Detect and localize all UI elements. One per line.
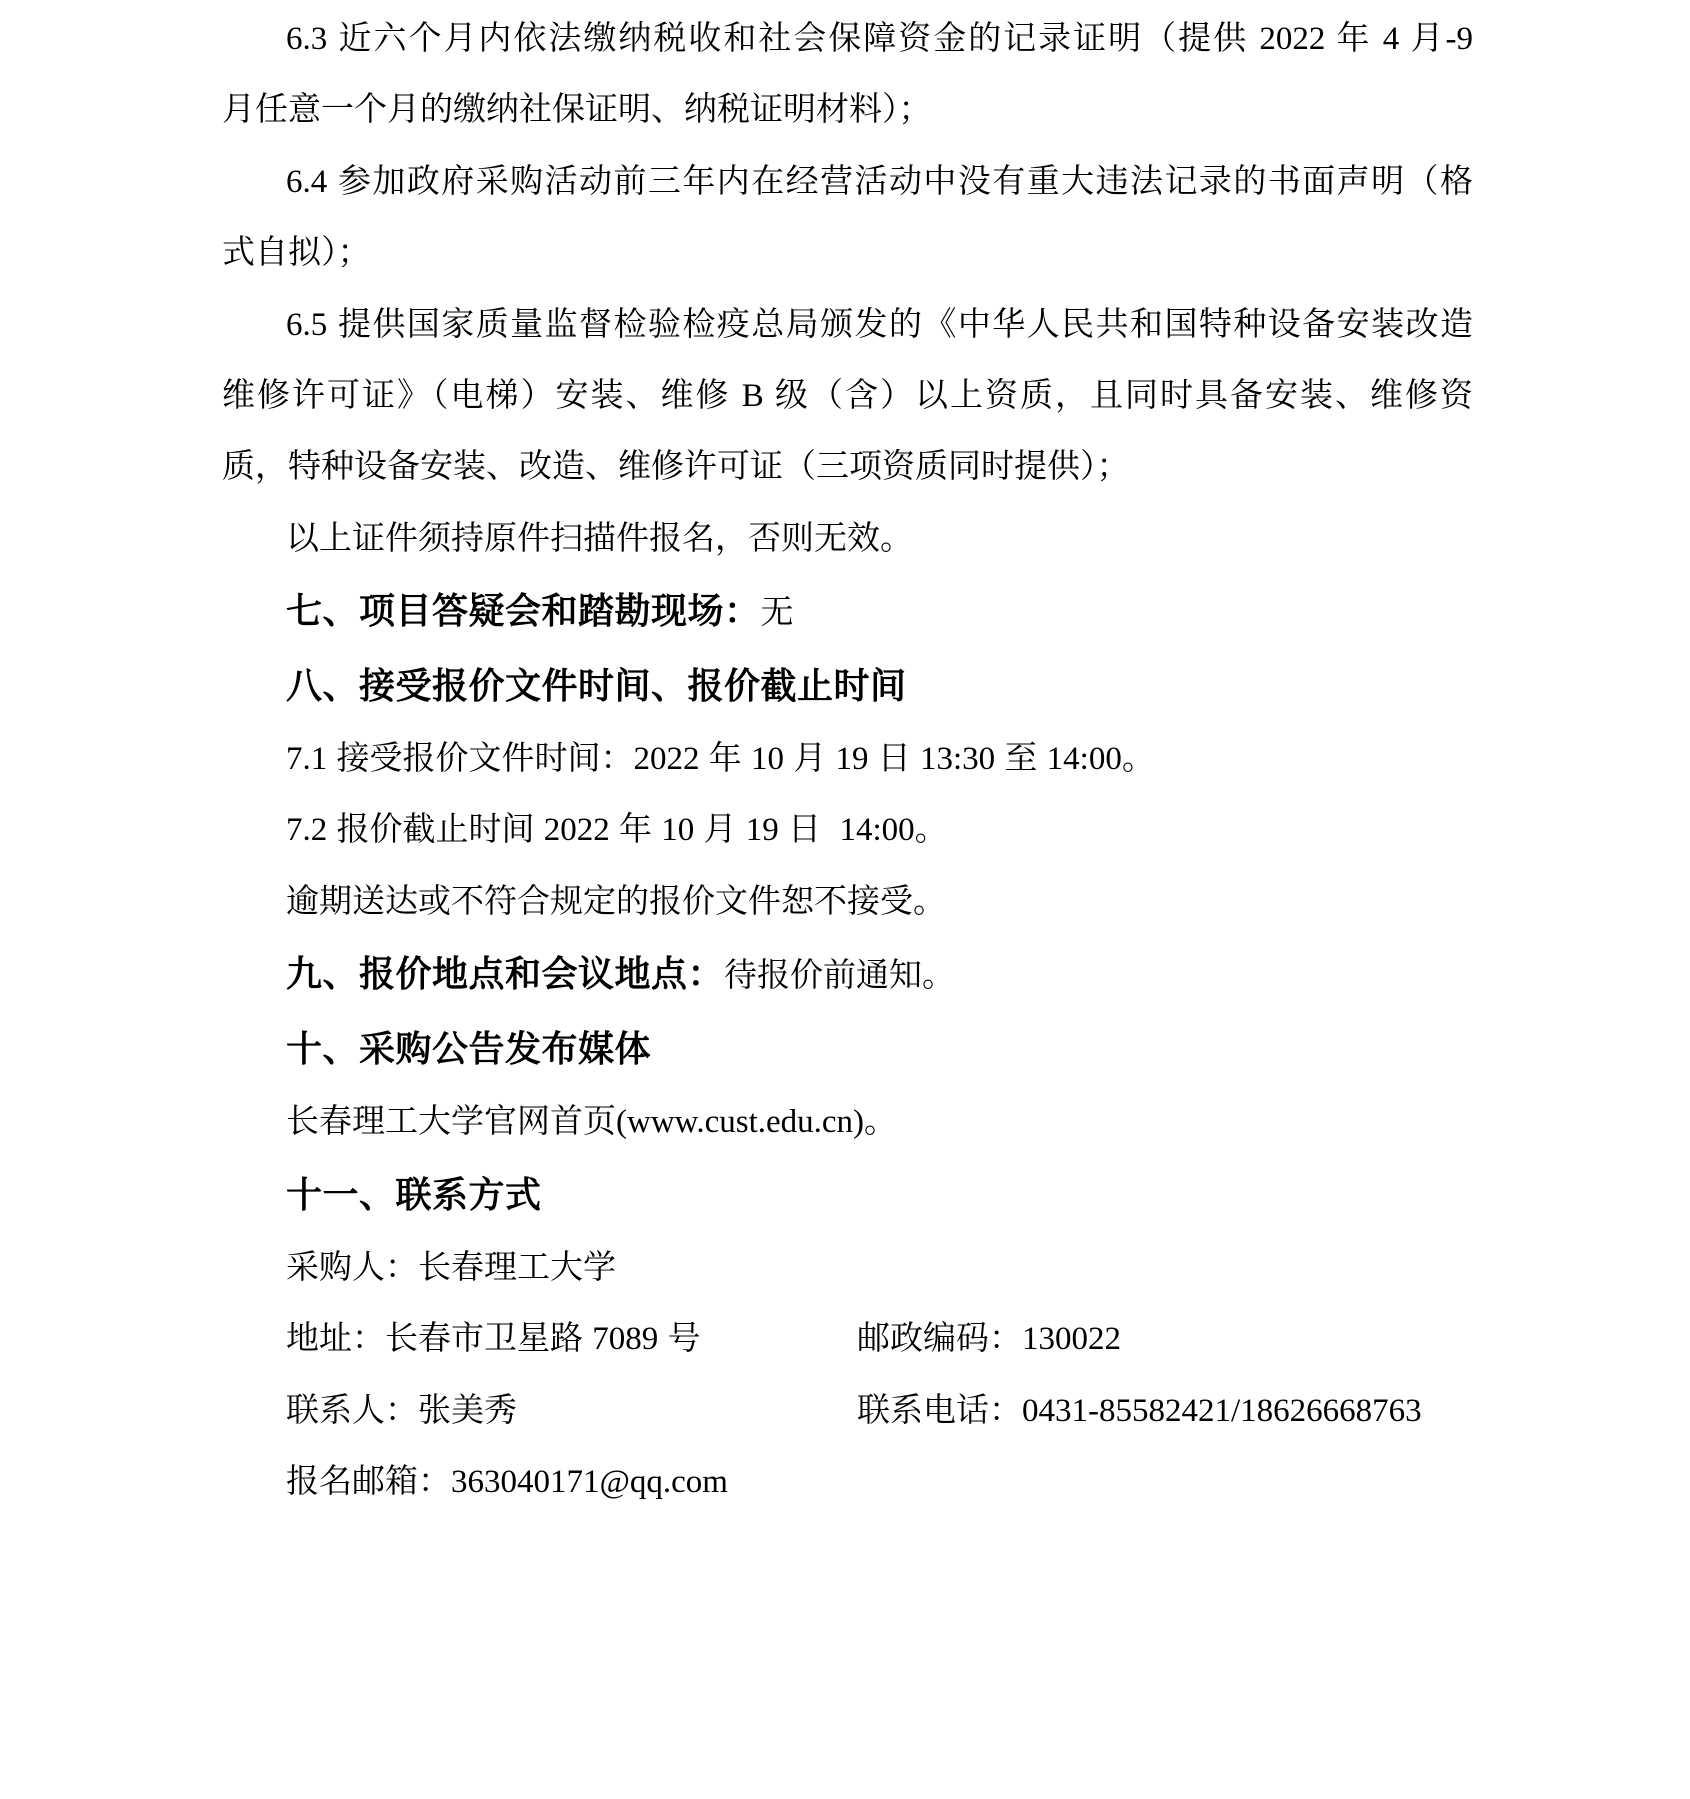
clause-6-5-line-2: 维修许可证》（电梯）安装、维修 B 级（含）以上资质，且同时具备安装、维修资: [222, 378, 1473, 415]
section-7-value: 无: [760, 595, 794, 632]
clause-6-5-line-1: 6.5 提供国家质量监督检验检疫总局颁发的《中华人民共和国特种设备安装改造: [286, 306, 1473, 343]
purchaser-line: 采购人：长春理工大学: [286, 1249, 616, 1286]
section-10-heading-text: 十、采购公告发布媒体: [286, 1027, 652, 1069]
clause-6-5-line-3: 质，特种设备安装、改造、维修许可证（三项资质同时提供）；: [222, 449, 1130, 486]
email-line: 报名邮箱：363040171@qq.com: [286, 1464, 728, 1501]
section-8-heading: [222, 650, 1473, 724]
section-8-heading-text: 八、接受报价文件时间、报价截止时间: [286, 664, 907, 706]
contact-person-text: 联系人：张美秀: [286, 1392, 517, 1429]
section-9-value: 待报价前通知。: [724, 958, 956, 995]
section-7-heading: [222, 575, 1473, 649]
clause-6-3-line-2: 月任意一个月的缴纳社保证明、纳税证明材料）；: [222, 92, 932, 129]
quote-accept-time-line: 7.1 接受报价文件时间：2022 年 10 月 19 日 13:30 至 14:00。: [286, 741, 1155, 778]
contact-phone-text: 联系电话：0431-85582421/18626668763: [857, 1392, 1422, 1429]
quote-deadline-line: 7.2 报价截止时间 2022 年 10 月 19 日 14:00。: [286, 812, 948, 849]
contact-person-row: [222, 1376, 1473, 1447]
clause-6-4-line-2: 式自拟）；: [222, 235, 371, 272]
late-delivery-note-line: 逾期送达或不符合规定的报价文件恕不接受。: [286, 883, 946, 920]
postal-code-text: 邮政编码：130022: [857, 1321, 1121, 1358]
section-11-heading-text: 十一、联系方式: [286, 1173, 542, 1215]
section-11-heading: [222, 1159, 1473, 1233]
original-scan-note: 以上证件须持原件扫描件报名，否则无效。: [286, 520, 913, 557]
address-postal-row: [222, 1304, 1473, 1375]
clause-6-4-line-1: 6.4 参加政府采购活动前三年内在经营活动中没有重大违法记录的书面声明（格: [286, 163, 1473, 200]
announcement-media-line: 长春理工大学官网首页(www.cust.edu.cn)。: [286, 1104, 898, 1141]
section-9-heading: [222, 938, 1473, 1012]
clause-6-3-line-1: 6.3 近六个月内依法缴纳税收和社会保障资金的记录证明（提供 2022 年 4 月-9: [286, 21, 1473, 57]
section-10-heading: [222, 1013, 1473, 1087]
section-7-heading-text: 七、项目答疑会和踏勘现场：: [286, 590, 761, 632]
address-text: 地址：长春市卫星路 7089 号: [286, 1321, 701, 1358]
section-9-heading-text: 九、报价地点和会议地点：: [286, 953, 725, 995]
